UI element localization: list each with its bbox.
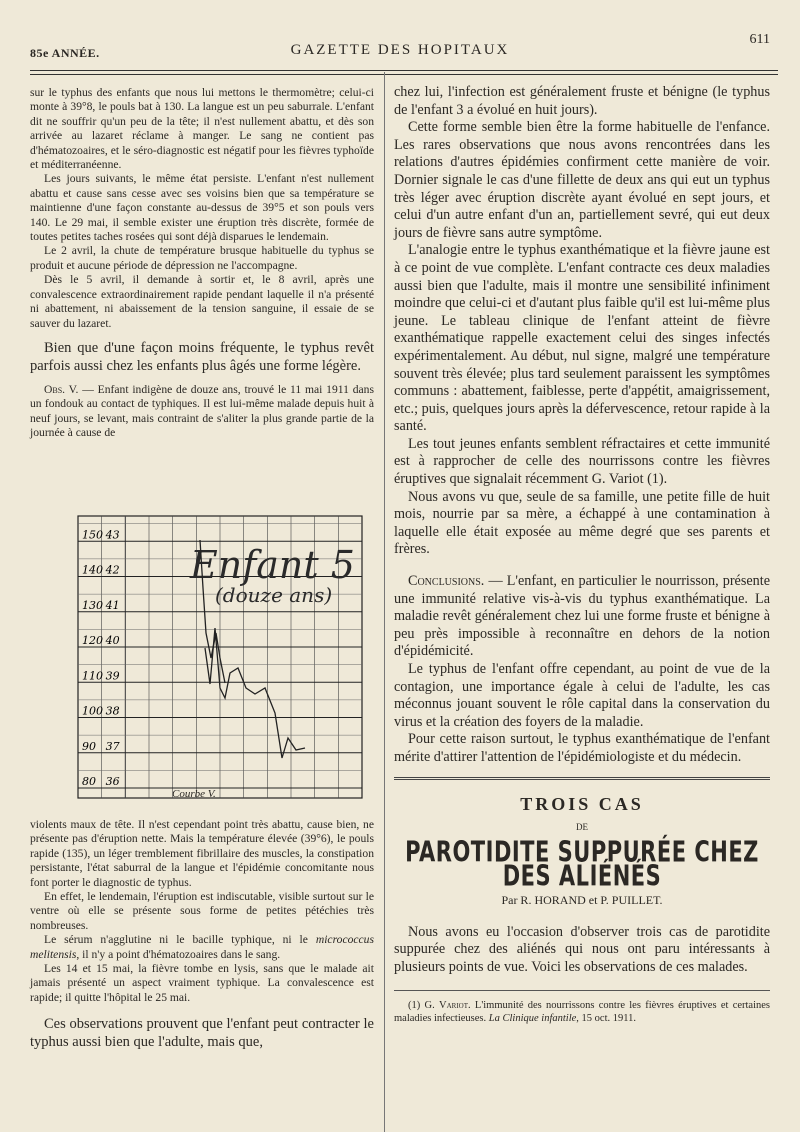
article-authors: Par R. HORAND et P. PUILLET. — [501, 892, 663, 907]
paragraph: violents maux de tête. Il n'est cependant point très abattu, cause bien, ne présente pas d'éruption nette. Mais la température élevée (39°6), le pouls rapide (135), un léger tremblement fibrillaire des muscles, la constipation persistante, l'état saburral de la langue et l'épidémie concomitante nous font porter le diagnostic de typhus. — [30, 818, 374, 889]
paragraph: Cette forme semble bien être la forme habituelle de l'enfance. Les rares observations que nous avons rencontrées dans les relations d'autres épidémies confirment cette manière de voir. Dornier signale le cas d'une fillette de deux ans qui eut un typhus très léger avec éruption discrète ayant évolué en sept jours, et celui d'un autre enfant d'un an, partiellement sevré, qui eut deux jours de fièvre sans autre symptôme. — [394, 119, 770, 241]
pulse-tick-label: 130 — [82, 598, 103, 612]
left-column-top — [30, 86, 374, 441]
page-number: 611 — [749, 32, 770, 47]
chart-subtitle: (douze ans) — [215, 583, 333, 607]
temperature-tick-label: 39 — [105, 669, 120, 683]
temperature-tick-label: 36 — [105, 775, 120, 788]
paragraph: Nous avons vu que, seule de sa famille, une petite fille de huit mois, nourrie par sa mère, a échappé à une contamination à laquelle elle était exposée au même degré que ses parents et frères. — [394, 488, 770, 558]
pulse-tick-label: 80 — [82, 775, 96, 788]
paragraph: L'analogie entre le typhus exanthématique et la fièvre jaune est à ce point de vue complète. L'enfant contracte ces deux maladies aussi bien que l'adulte, mais il montre une sensibilité infiniment moindre que celui-ci et d'autant plus faible qu'il est lui-même plus jeune. Le tableau clinique de l'enfant atteint de fièvre exanthématique rappelle exactement celui des singes infectés expérimentalement. Au début, nul signe, malgré une température souvent très élevée; plus tard seulement paraissent les symptômes communs : abattement, faiblesse, perte d'appétit, amaigrissement, etc.; puis, quelques jours après la défervescence, retour rapide à la santé. — [394, 242, 770, 435]
chart-axis-labels — [82, 528, 120, 788]
year-label: 85e ANNÉE. — [30, 46, 100, 60]
left-column-bottom — [30, 818, 374, 1059]
chart-svg — [70, 508, 380, 808]
paragraph: Les jours suivants, le même état persiste. L'enfant n'est nullement abattu et cause sans cesse avec ses voisins bien que sa température se maintienne d'une façon constante au-dessus de 39°5 et son pouls vers 140. Le 29 mai, il semble exister une éruption très discrète, formée de toutes petites taches rosées qui sont déjà disparues le lendemain. — [30, 172, 374, 244]
journal-title: GAZETTE DES HOPITAUX — [290, 42, 510, 58]
page-header — [30, 32, 770, 72]
footnote: (1) G. Variot. L'immunité des nourrissons contre les fièvres éruptives et certaines maladies infectieuses. La Clinique infantile, 15 oct. 1911. — [394, 1000, 771, 1025]
obs-label: Obs. V. — [44, 382, 79, 396]
paragraph: Pour cette raison surtout, le typhus exanthématique de l'enfant mérite d'attirer l'attention de l'épidémiologiste et du médecin. — [394, 731, 770, 765]
pulse-tick-label: 110 — [82, 669, 103, 683]
pulse-tick-label: 120 — [82, 634, 103, 647]
paragraph: Les tout jeunes enfants semblent réfractaires et cette immunité est à rapprocher de celle des nourrissons contre les fièvres éruptives que signalait récemment G. Variot (1). — [394, 435, 770, 488]
article-title: TROIS CAS — [520, 793, 644, 814]
pulse-tick-label: 100 — [82, 704, 103, 718]
header-rule-2 — [30, 74, 778, 75]
article-de: DE — [576, 822, 588, 833]
header-rule — [30, 70, 778, 71]
column-separator — [384, 72, 385, 1132]
temperature-tick-label: 38 — [105, 704, 120, 718]
pulse-tick-label: 140 — [82, 563, 103, 577]
temperature-chart — [70, 508, 380, 813]
footnote-rule — [394, 990, 770, 991]
conclusions-paragraph: Conclusions. — L'enfant, en particulier le nourrisson, présente une immunité relative vis-à-vis du typhus exanthématique. La maladie revêt généralement chez lui une forme fruste et bénigne à peu près impossible à reconnaître en dehors de la notion d'épidémicité. — [394, 573, 770, 660]
paragraph: Les 14 et 15 mai, la fièvre tombe en lysis, sans que le malade ait jamais présenté un aspect vraiment typhique. La convalescence est rapide; il quitte l'hôpital le 25 mai. — [30, 962, 374, 1004]
paragraph: Le sérum n'agglutine ni le bacille typhique, ni le micrococcus melitensis, il n'y a point d'hématozoaires dans le sang. — [30, 933, 374, 961]
conclusions-label: Conclusions. — [408, 573, 485, 590]
temperature-tick-label: 40 — [105, 634, 120, 647]
paragraph: Le typhus de l'enfant offre cependant, au point de vue de la contagion, une importance égale à celui de l'adulte, les cas méconnus jouant souvent le rôle capital dans la conservation du virus et la création des foyers de la maladie. — [394, 661, 770, 730]
article-intro: Nous avons eu l'occasion d'observer trois cas de parotidite suppurée chez des aliénés qui nous ont paru intéressants à plusieurs points de vue. Voici les observations de ces malades. — [394, 923, 770, 975]
right-column — [394, 84, 770, 1025]
paragraph: sur le typhus des enfants que nous lui mettons le thermomètre; celui-ci monte à 39°8, le pouls bat à 130. La langue est un peu saburrale. L'enfant dit ne souffrir qu'un peu de la tête; il n'est nullement abattu, et dès son arrivée au lazaret réclame à manger. Le sang ne contient pas d'hématozoaires, et le séro-diagnostic est négatif pour les fièvres typhoïde et méditerranéenne. — [30, 86, 374, 172]
paragraph-large: Bien que d'une façon moins fréquente, le typhus revêt parfois aussi chez les enfants plus âgés une forme légère. — [30, 339, 374, 374]
section-rule — [394, 777, 770, 780]
temperature-tick-label: 43 — [105, 528, 120, 542]
pulse-tick-label: 90 — [82, 739, 96, 753]
paragraph: Le 2 avril, la chute de température brusque habituelle du typhus se produit et aucune période de dépression ne l'accompagne. — [30, 244, 374, 272]
paragraph: chez lui, l'infection est généralement fruste et bénigne (le typhus de l'enfant 3 a évolué en huit jours). — [394, 84, 770, 118]
paragraph: En effet, le lendemain, l'éruption est indiscutable, visible surtout sur le ventre où elle se présente sous forme de petites pétéchies très nombreuses. — [30, 890, 374, 932]
chart-title: Enfant 5 — [190, 543, 355, 587]
temperature-tick-label: 41 — [105, 598, 120, 612]
paragraph-large: Ces observations prouvent que l'enfant peut contracter le typhus aussi bien que l'adulte, mais que, — [30, 1016, 374, 1051]
temperature-tick-label: 37 — [105, 739, 120, 753]
article-subject: PAROTIDITE SUPPURÉE CHEZ DES ALIÉNÉS — [405, 835, 759, 892]
paragraph: Dès le 5 avril, il demande à sortir et, le 8 avril, après une convalescence extraordinairement rapide pendant laquelle il n'a présenté ni abattement, ni abaissement de la tension sanguine, il essaie de se sauver du lazaret. — [30, 273, 374, 330]
chart-caption: Courbe V. — [172, 788, 216, 800]
temperature-tick-label: 42 — [105, 563, 120, 577]
pulse-tick-label: 150 — [82, 528, 103, 542]
observation-v: Obs. V. — Enfant indigène de douze ans, trouvé le 11 mai 1911 dans un fondouk au contact de typhiques. Il est lui-même malade depuis huit à neuf jours, se levant, mais contraint de s'aliter la plus grande partie de la journée à cause de — [30, 382, 374, 440]
